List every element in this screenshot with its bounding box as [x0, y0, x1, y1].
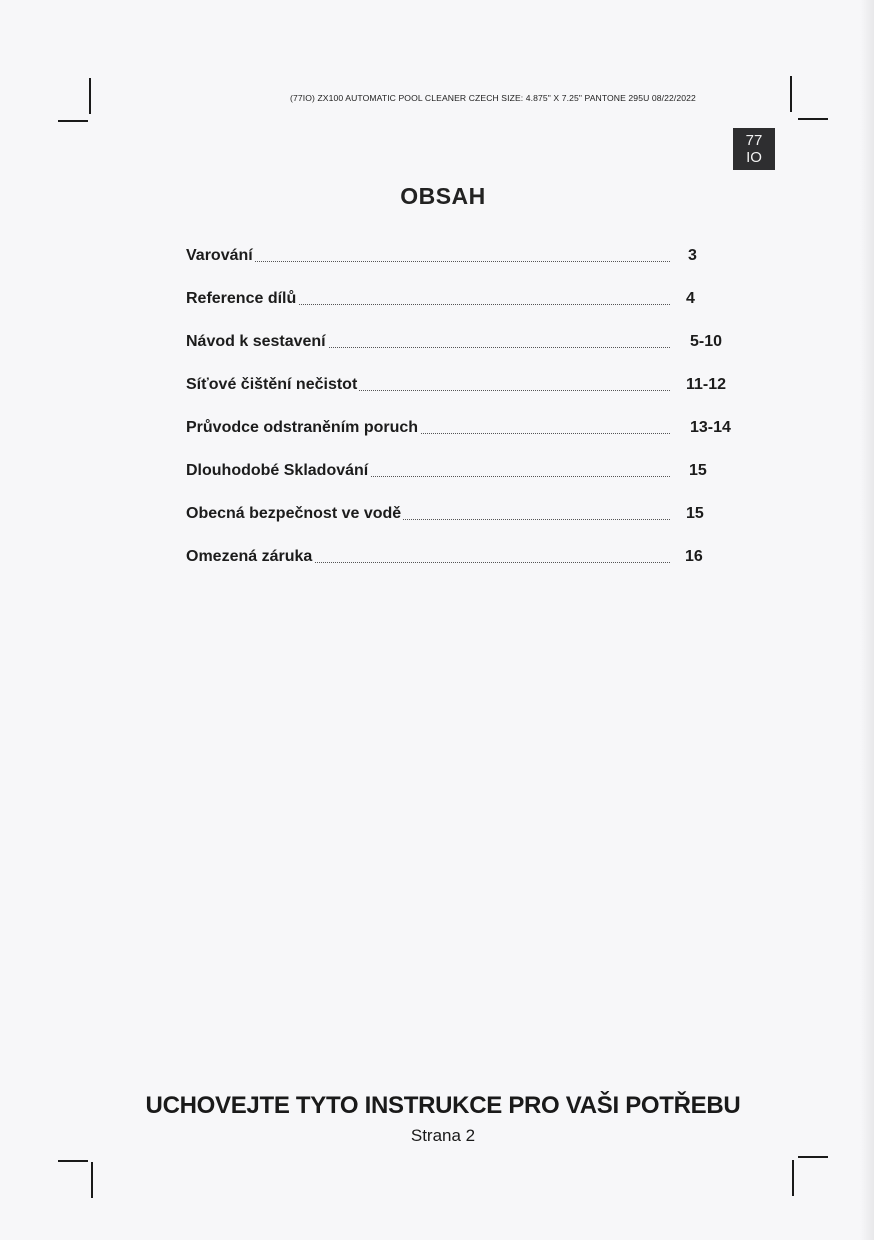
- toc-entry: [186, 544, 746, 587]
- toc-entry: [186, 458, 746, 501]
- toc-entry: [186, 243, 746, 286]
- toc-entry-label: Obecná bezpečnost ve vodě: [186, 505, 402, 522]
- crop-mark-top-right-horizontal: [798, 118, 828, 120]
- toc-entry-label: Reference dílů: [186, 290, 297, 307]
- badge-line-2: IO: [746, 149, 762, 166]
- toc-entry-page: 13-14: [690, 419, 731, 436]
- toc-entry-page: 3: [688, 247, 697, 264]
- toc-entry-label: Varování: [186, 247, 253, 264]
- crop-mark-bottom-left-horizontal: [58, 1160, 88, 1162]
- toc-entry-label: Dlouhodobé Skladování: [186, 462, 369, 479]
- toc-leader-dots: [196, 261, 670, 262]
- toc-entry: [186, 415, 746, 458]
- toc-entry: [186, 501, 746, 544]
- toc-entry: [186, 372, 746, 415]
- crop-mark-top-left-vertical: [89, 78, 91, 114]
- crop-mark-bottom-right-vertical: [792, 1160, 794, 1196]
- toc-entry-page: 5-10: [690, 333, 723, 350]
- page-number: Strana 2: [410, 1126, 476, 1145]
- language-code-badge: [733, 128, 775, 170]
- crop-mark-bottom-right-horizontal: [798, 1156, 828, 1158]
- page-title: OBSAH: [400, 183, 486, 209]
- toc-entry-page: 4: [686, 290, 695, 307]
- print-spec-header: (77IO) ZX100 AUTOMATIC POOL CLEANER CZECH SIZE: 4.875" X 7.25" PANTONE 295U 08/22/2022: [290, 93, 696, 103]
- toc-entry-label: Síťové čištění nečistot: [186, 376, 358, 393]
- toc-entry-page: 11-12: [686, 376, 727, 393]
- toc-entry-page: 15: [689, 462, 707, 479]
- toc-entry-label: Omezená záruka: [186, 548, 313, 565]
- toc-entry: [186, 329, 746, 372]
- badge-line-1: 77: [745, 132, 763, 149]
- toc-entry-page: 16: [685, 548, 703, 565]
- toc-entry: [186, 286, 746, 329]
- toc-entry-label: Průvodce odstraněním poruch: [186, 419, 419, 436]
- crop-mark-top-right-vertical: [790, 76, 792, 112]
- toc-entry-label: Návod k sestavení: [186, 333, 326, 350]
- toc-entry-page: 15: [686, 505, 704, 522]
- crop-mark-top-left-horizontal: [58, 120, 88, 122]
- keep-instructions-notice: UCHOVEJTE TYTO INSTRUKCE PRO VAŠI POTŘEBU: [145, 1092, 741, 1119]
- table-of-contents: [186, 243, 746, 587]
- crop-mark-bottom-left-vertical: [91, 1162, 93, 1198]
